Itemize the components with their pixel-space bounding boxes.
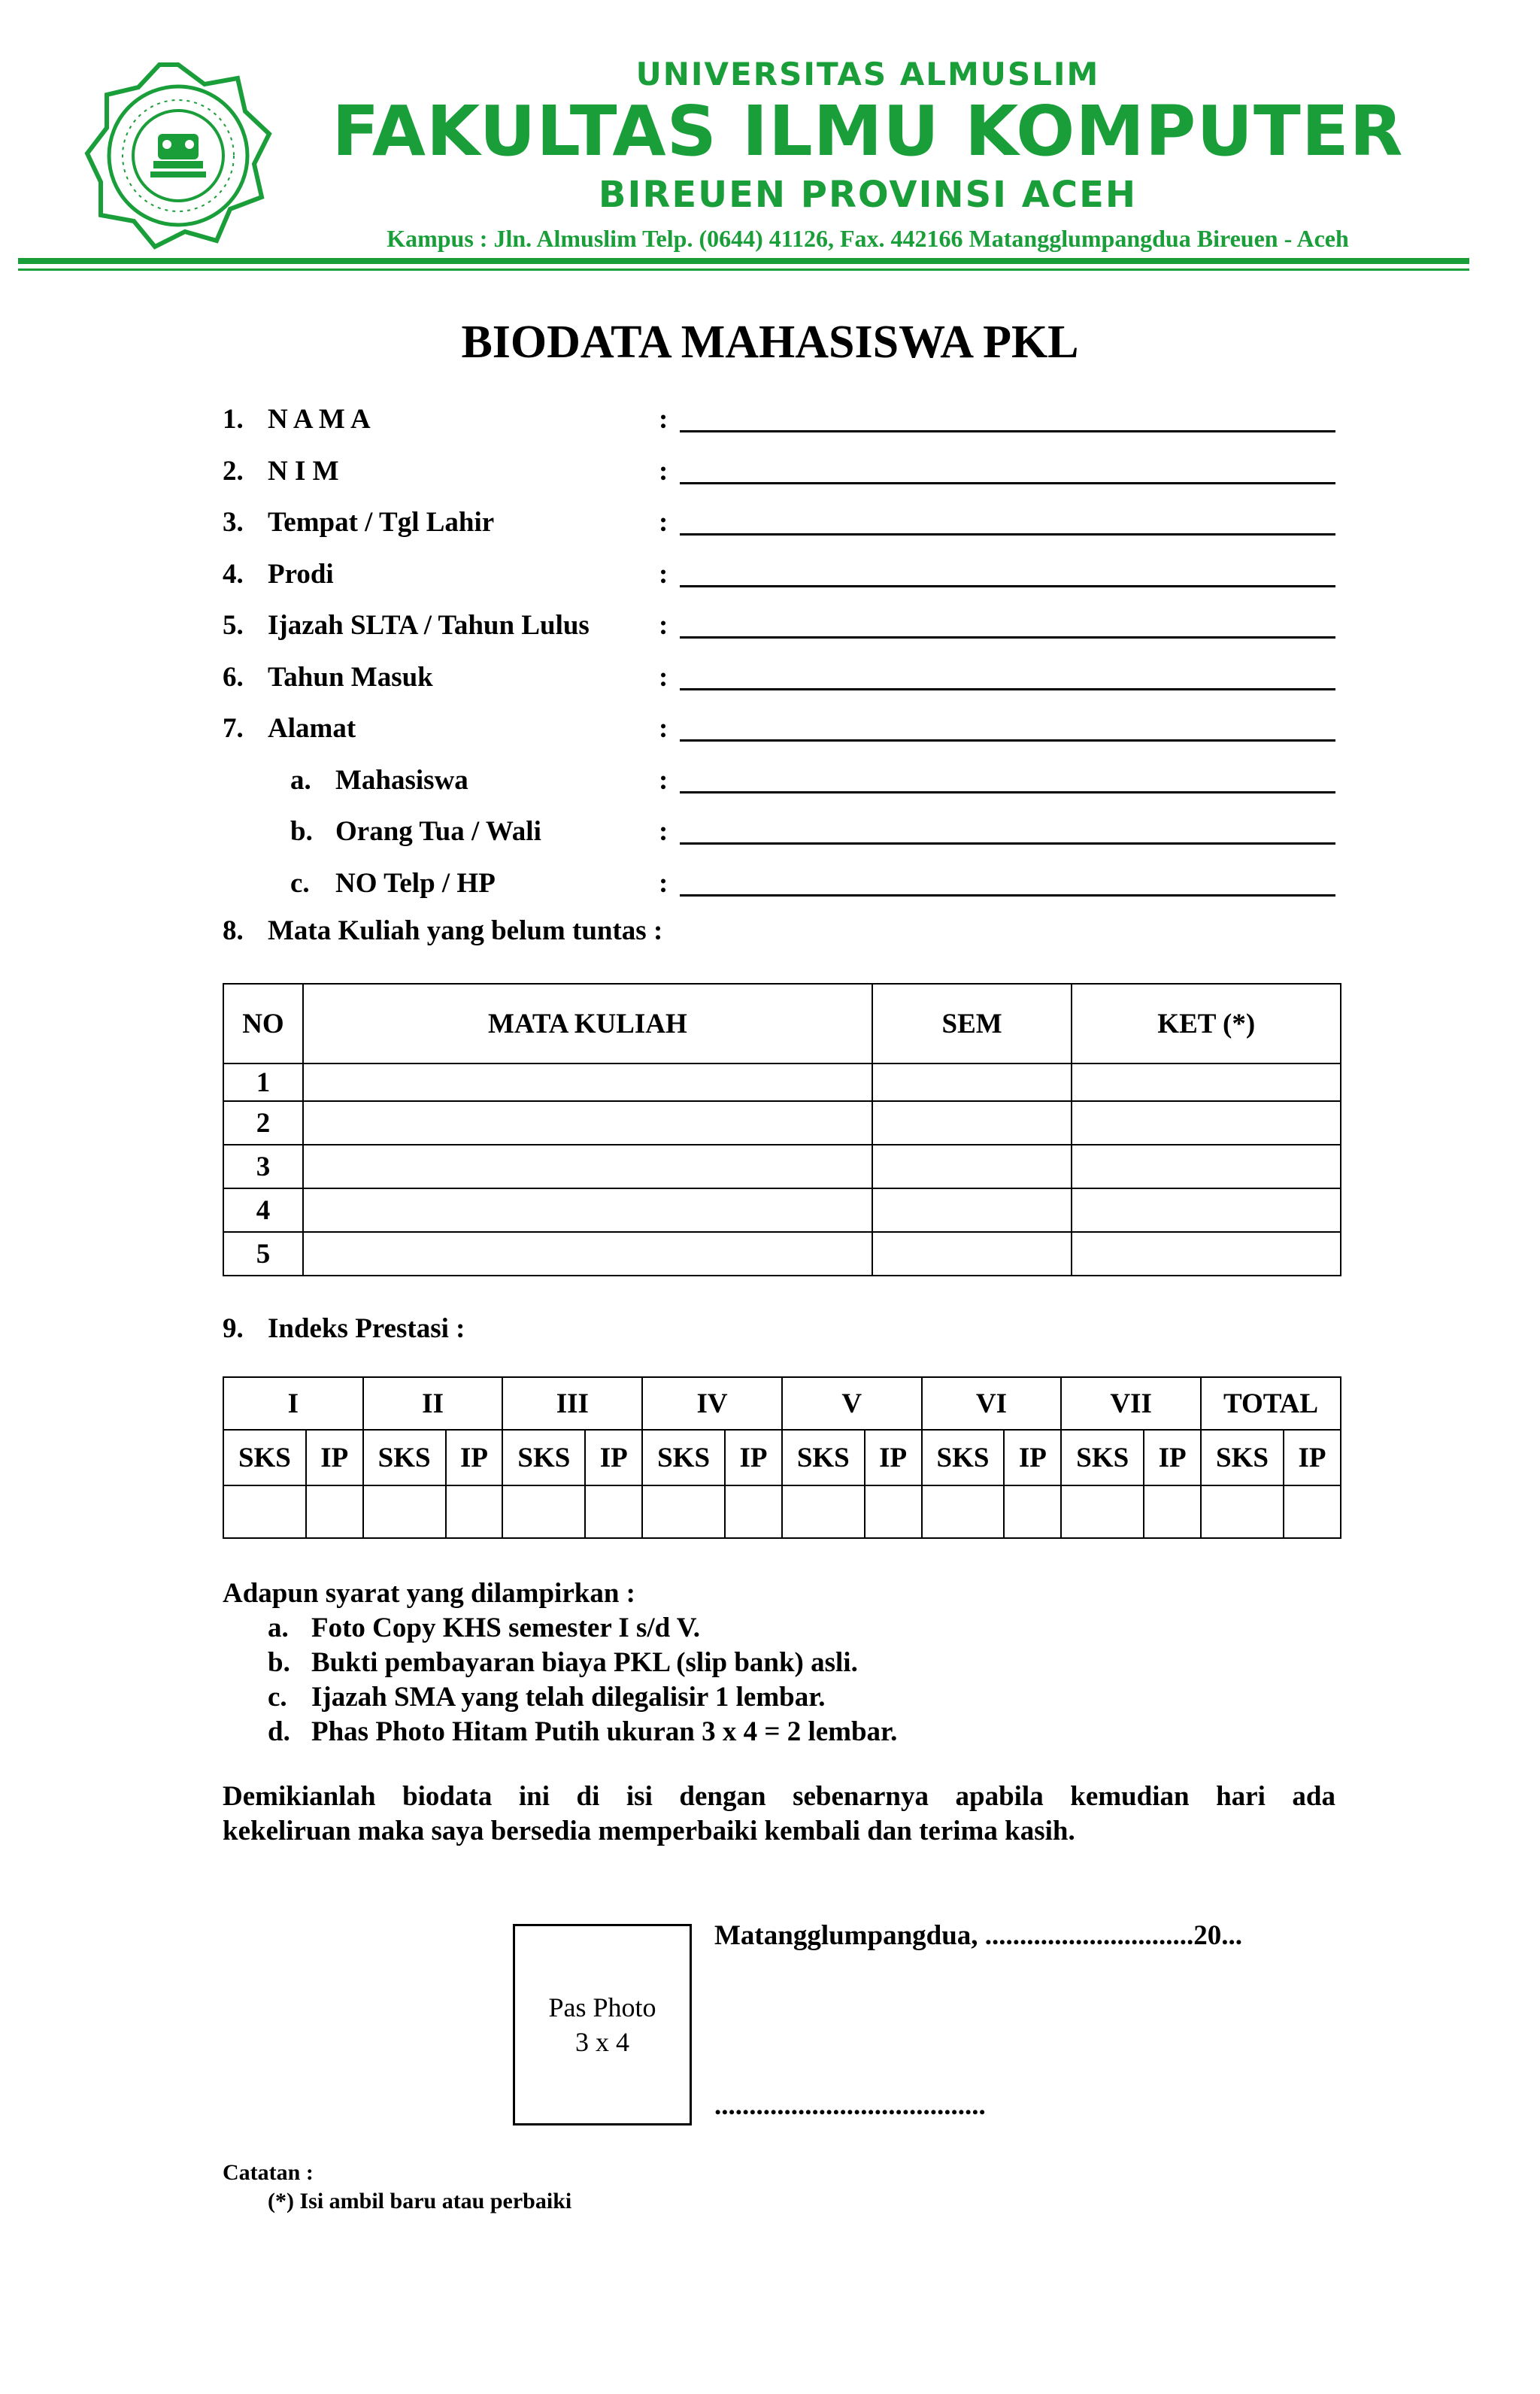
field-input-line[interactable] <box>680 585 1335 587</box>
faculty-address: Kampus : Jln. Almuslim Telp. (0644) 41126, Fax. 442166 Matangglumpangdua Bireuen - Aceh <box>387 225 1349 252</box>
ip-header: IP <box>725 1430 782 1485</box>
sks-cell[interactable] <box>502 1485 585 1538</box>
courses-table <box>223 983 1341 1276</box>
field-number: 5. <box>223 610 244 641</box>
ip-cell[interactable] <box>1004 1485 1061 1538</box>
photo-label: Pas Photo <box>548 1992 656 2022</box>
letterhead-rule-thin <box>18 269 1469 271</box>
faculty-location: BIREUEN PROVINSI ACEH <box>598 174 1138 216</box>
sks-cell[interactable] <box>363 1485 446 1538</box>
item-letter: d. <box>268 1716 290 1747</box>
row-number: 2 <box>223 1101 303 1145</box>
field-colon: : <box>659 507 668 538</box>
cell-sem[interactable] <box>872 1232 1072 1276</box>
cell-sem[interactable] <box>872 1145 1072 1188</box>
semester-header: IV <box>642 1377 782 1430</box>
closing-line: kekeliruan maka saya bersedia memperbaiki kembali dan terima kasih. <box>223 1816 1075 1846</box>
field-alamat <box>223 706 1335 758</box>
sks-header: SKS <box>642 1430 725 1485</box>
sks-ip-header-row <box>223 1430 1341 1485</box>
field-input-line[interactable] <box>680 791 1335 793</box>
ip-header: IP <box>585 1430 642 1485</box>
semester-header: V <box>782 1377 922 1430</box>
ip-cell[interactable] <box>446 1485 503 1538</box>
field-no-telp <box>223 861 1335 913</box>
field-ijazah-slta <box>223 603 1335 655</box>
field-label: Orang Tua / Wali <box>335 816 541 847</box>
field-label: Tempat / Tgl Lahir <box>268 507 495 538</box>
cell-ket[interactable] <box>1072 1188 1341 1232</box>
sks-header: SKS <box>782 1430 865 1485</box>
field-input-line[interactable] <box>680 636 1335 639</box>
letterhead-rule <box>18 258 1469 264</box>
cell-sem[interactable] <box>872 1063 1072 1101</box>
row-number: 5 <box>223 1232 303 1276</box>
photo-box[interactable] <box>513 1924 692 2125</box>
cell-ket[interactable] <box>1072 1101 1341 1145</box>
semester-header: II <box>363 1377 503 1430</box>
ip-header: IP <box>1144 1430 1201 1485</box>
item-text: Phas Photo Hitam Putih ukuran 3 x 4 = 2 lembar. <box>311 1716 898 1747</box>
requirements-heading: Adapun syarat yang dilampirkan : <box>223 1578 635 1609</box>
cell-mata-kuliah[interactable] <box>303 1101 872 1145</box>
ip-value-row <box>223 1485 1341 1538</box>
university-seal-icon <box>84 62 272 250</box>
field-label: Alamat <box>268 713 356 744</box>
section-indeks-prestasi-label <box>223 1312 465 1345</box>
table-row <box>223 1232 1341 1276</box>
field-number: c. <box>290 867 310 899</box>
table-row <box>223 1063 1341 1101</box>
field-input-line[interactable] <box>680 533 1335 536</box>
ip-table <box>223 1376 1341 1539</box>
field-input-line[interactable] <box>680 430 1335 432</box>
ip-header: IP <box>1284 1430 1341 1485</box>
ip-cell[interactable] <box>1144 1485 1201 1538</box>
semester-header: III <box>502 1377 642 1430</box>
field-number: 4. <box>223 558 244 590</box>
field-alamat-orang-tua <box>223 809 1335 861</box>
closing-statement <box>223 1780 1335 1849</box>
ip-cell[interactable] <box>306 1485 363 1538</box>
list-item <box>223 1680 897 1715</box>
note-title: Catatan : <box>223 2160 314 2185</box>
field-colon: : <box>659 867 668 899</box>
list-item <box>223 1646 897 1680</box>
document-title: BIODATA MAHASISWA PKL <box>461 317 1079 368</box>
field-colon: : <box>659 661 668 693</box>
semester-header-row <box>223 1377 1341 1430</box>
semester-header: VI <box>922 1377 1062 1430</box>
ip-cell[interactable] <box>585 1485 642 1538</box>
field-label: Ijazah SLTA / Tahun Lulus <box>268 610 590 641</box>
header-ket: KET (*) <box>1072 984 1341 1063</box>
ip-cell[interactable] <box>725 1485 782 1538</box>
photo-size: 3 x 4 <box>574 2027 629 2057</box>
item-letter: a. <box>268 1613 289 1643</box>
place-date: Matangglumpangdua, ..............................20... <box>714 1920 1243 1951</box>
list-item <box>223 1715 897 1749</box>
row-number: 4 <box>223 1188 303 1232</box>
cell-ket[interactable] <box>1072 1145 1341 1188</box>
cell-ket[interactable] <box>1072 1063 1341 1101</box>
row-number: 1 <box>223 1063 303 1101</box>
field-label: Prodi <box>268 558 334 590</box>
sks-header: SKS <box>502 1430 585 1485</box>
cell-mata-kuliah[interactable] <box>303 1145 872 1188</box>
field-input-line[interactable] <box>680 688 1335 690</box>
note-item: (*) Isi ambil baru atau perbaiki <box>268 2189 572 2213</box>
ip-header: IP <box>306 1430 363 1485</box>
item-text: Foto Copy KHS semester I s/d V. <box>311 1613 701 1643</box>
section-number: 9. <box>223 1313 244 1344</box>
field-input-line[interactable] <box>680 842 1335 845</box>
ip-header: IP <box>865 1430 922 1485</box>
field-colon: : <box>659 610 668 641</box>
field-nim <box>223 449 1335 501</box>
field-label: Mahasiswa <box>335 764 468 796</box>
sks-header: SKS <box>922 1430 1005 1485</box>
sks-cell[interactable] <box>1061 1485 1144 1538</box>
table-row <box>223 1188 1341 1232</box>
requirements-list <box>223 1576 897 1749</box>
sks-cell[interactable] <box>642 1485 725 1538</box>
ip-cell[interactable] <box>865 1485 922 1538</box>
faculty-name: FAKULTAS ILMU KOMPUTER <box>332 91 1404 171</box>
sks-cell[interactable] <box>223 1485 306 1538</box>
field-number: 1. <box>223 404 244 435</box>
header-sem: SEM <box>872 984 1072 1063</box>
field-tempat-tgl-lahir <box>223 500 1335 552</box>
letterhead <box>18 53 1469 271</box>
ip-cell[interactable] <box>1284 1485 1341 1538</box>
cell-sem[interactable] <box>872 1101 1072 1145</box>
ip-header: IP <box>1004 1430 1061 1485</box>
section-number: 8. <box>223 915 244 946</box>
field-label: NO Telp / HP <box>335 867 496 899</box>
biodata-fields <box>223 397 1335 912</box>
field-input-line[interactable] <box>680 894 1335 897</box>
row-number: 3 <box>223 1145 303 1188</box>
field-tahun-masuk <box>223 655 1335 707</box>
field-colon: : <box>659 764 668 796</box>
table-row <box>223 1101 1341 1145</box>
sks-cell[interactable] <box>1201 1485 1284 1538</box>
sks-header: SKS <box>223 1430 306 1485</box>
semester-header: I <box>223 1377 363 1430</box>
list-item <box>223 1611 897 1646</box>
cell-sem[interactable] <box>872 1188 1072 1232</box>
field-number: 2. <box>223 455 244 487</box>
field-colon: : <box>659 404 668 435</box>
header-no: NO <box>223 984 303 1063</box>
signature-line: ....................................... <box>714 2090 986 2121</box>
sks-cell[interactable] <box>782 1485 865 1538</box>
item-text: Bukti pembayaran biaya PKL (slip bank) asli. <box>311 1647 858 1678</box>
university-name: UNIVERSITAS ALMUSLIM <box>635 56 1100 93</box>
field-label: N I M <box>268 455 339 487</box>
field-colon: : <box>659 455 668 487</box>
field-colon: : <box>659 816 668 847</box>
semester-header: TOTAL <box>1201 1377 1341 1430</box>
field-number: 7. <box>223 713 244 744</box>
field-input-line[interactable] <box>680 482 1335 484</box>
field-label: Tahun Masuk <box>268 661 433 693</box>
field-prodi <box>223 552 1335 604</box>
ip-header: IP <box>446 1430 503 1485</box>
field-colon: : <box>659 713 668 744</box>
cell-mata-kuliah[interactable] <box>303 1188 872 1232</box>
closing-line: Demikianlah biodata ini di isi dengan sebenarnya apabila kemudian hari ada <box>223 1781 1335 1812</box>
cell-mata-kuliah[interactable] <box>303 1232 872 1276</box>
table-row <box>223 1145 1341 1188</box>
field-input-line[interactable] <box>680 739 1335 742</box>
field-number: b. <box>290 816 313 847</box>
field-colon: : <box>659 558 668 590</box>
item-letter: b. <box>268 1647 290 1678</box>
sks-header: SKS <box>363 1430 446 1485</box>
header-mata-kuliah: MATA KULIAH <box>303 984 872 1063</box>
field-nama <box>223 397 1335 449</box>
item-text: Ijazah SMA yang telah dilegalisir 1 lembar. <box>311 1682 826 1713</box>
section-mata-kuliah-label <box>223 915 662 947</box>
cell-ket[interactable] <box>1072 1232 1341 1276</box>
semester-header: VII <box>1061 1377 1201 1430</box>
field-alamat-mahasiswa <box>223 758 1335 810</box>
item-letter: c. <box>268 1682 287 1713</box>
field-number: 3. <box>223 507 244 538</box>
field-number: a. <box>290 764 311 796</box>
letterhead-text <box>296 53 1439 253</box>
section-text: Mata Kuliah yang belum tuntas : <box>268 915 663 946</box>
sks-header: SKS <box>1201 1430 1284 1485</box>
sks-header: SKS <box>1061 1430 1144 1485</box>
section-text: Indeks Prestasi : <box>268 1313 465 1344</box>
field-number: 6. <box>223 661 244 693</box>
cell-mata-kuliah[interactable] <box>303 1063 872 1101</box>
field-label: N A M A <box>268 404 371 435</box>
sks-cell[interactable] <box>922 1485 1005 1538</box>
